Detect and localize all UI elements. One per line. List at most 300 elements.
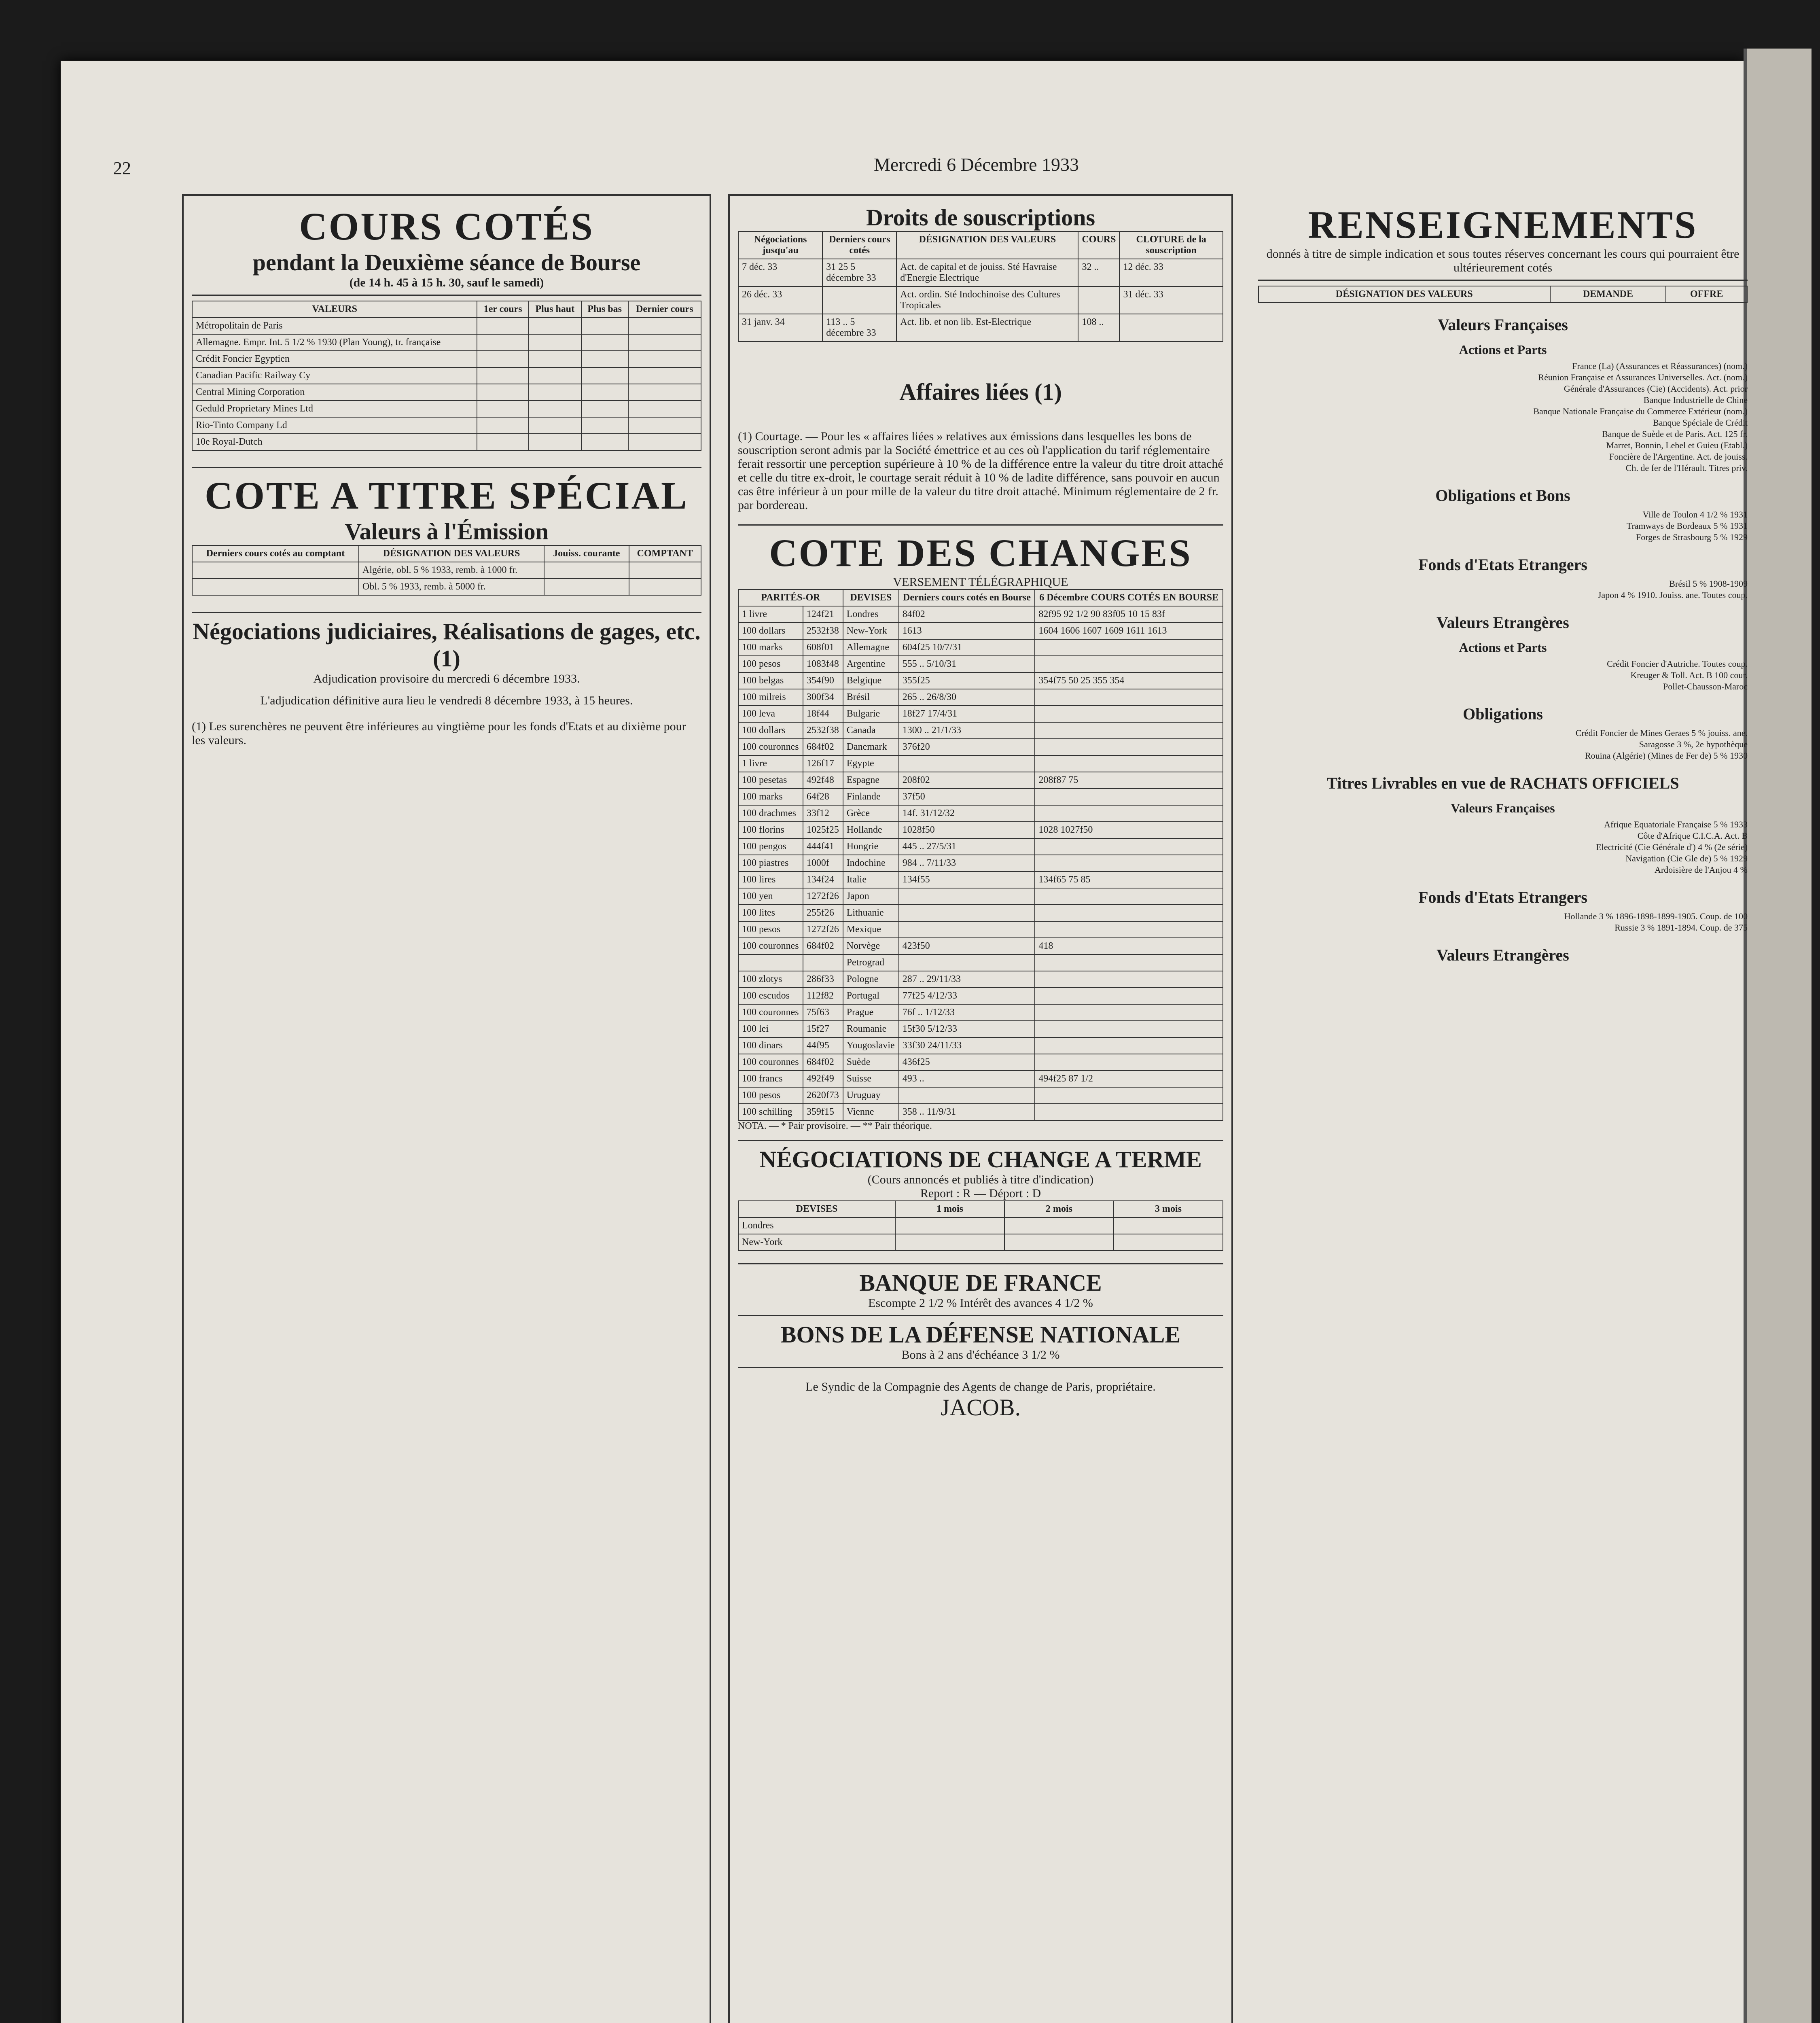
- section-title: Obligations: [1463, 705, 1543, 723]
- changes-cell: 100 pengos: [738, 838, 803, 855]
- changes-cell: Petrograd: [843, 954, 899, 971]
- changes-cell: Indochine: [843, 855, 899, 872]
- changes-row: [738, 606, 1223, 623]
- changes-cell: 684f02: [803, 1054, 843, 1071]
- changes-row: [738, 789, 1223, 805]
- changes-cell: [1035, 888, 1223, 905]
- changes-cell: 84f02: [899, 606, 1035, 623]
- section-item: Tramways de Bordeaux 5 % 1931: [1626, 521, 1748, 531]
- section-subtitle: Actions et Parts: [1459, 342, 1547, 357]
- section-title: Valeurs Françaises: [1438, 316, 1568, 334]
- changes-cell: 100 lires: [738, 872, 803, 888]
- changes-cell: 64f28: [803, 789, 843, 805]
- section-item: Marret, Bonnin, Lebel et Guieu (Etabl.): [1606, 440, 1748, 450]
- changes-cell: 100 piastres: [738, 855, 803, 872]
- changes-cell: [1035, 1104, 1223, 1120]
- section-item: Banque Nationale Française du Commerce Extérieur (nom.): [1533, 406, 1748, 416]
- col-premier: 1er cours: [477, 301, 529, 318]
- changes-cell: 100 escudos: [738, 988, 803, 1004]
- changes-cell: 100 francs: [738, 1071, 803, 1087]
- changes-row: [738, 739, 1223, 755]
- changes-cell: 444f41: [803, 838, 843, 855]
- section-item: Pollet-Chausson-Maroc: [1663, 681, 1748, 691]
- droit-cell: 12 déc. 33: [1119, 259, 1223, 286]
- changes-cell: 287 .. 29/11/33: [899, 971, 1035, 988]
- changes-cell: 15f30 5/12/33: [899, 1021, 1035, 1037]
- row-value: Allemagne. Empr. Int. 5 1/2 % 1930 (Plan Young), tr. française: [192, 334, 477, 351]
- changes-cell: 684f02: [803, 938, 843, 954]
- changes-cell: Hollande: [843, 822, 899, 838]
- changes-cell: 2532f38: [803, 623, 843, 639]
- changes-cell: [1035, 722, 1223, 739]
- changes-cell: 1272f26: [803, 888, 843, 905]
- changes-cell: 100 couronnes: [738, 1004, 803, 1021]
- changes-cell: [1035, 789, 1223, 805]
- col-cloture: CLOTURE de la souscription: [1119, 231, 1223, 259]
- droit-cell: [1078, 286, 1119, 314]
- section-list: [1258, 578, 1748, 601]
- droit-cell: 31 janv. 34: [738, 314, 822, 341]
- changes-cell: [1035, 855, 1223, 872]
- changes-cell: 1028 1027f50: [1035, 822, 1223, 838]
- changes-cell: New-York: [843, 623, 899, 639]
- row-value: Métropolitain de Paris: [192, 318, 477, 334]
- col-jouiss: Jouiss. courante: [544, 545, 629, 562]
- changes-cell: 134f24: [803, 872, 843, 888]
- changes-cell: 100 dinars: [738, 1037, 803, 1054]
- changes-cell: 100 yen: [738, 888, 803, 905]
- changes-cell: 100 marks: [738, 639, 803, 656]
- droits-title: Droits de souscriptions: [866, 204, 1095, 231]
- defense-title: BONS DE LA DÉFENSE NATIONALE: [780, 1321, 1181, 1348]
- changes-cell: 1272f26: [803, 921, 843, 938]
- changes-cell: [803, 954, 843, 971]
- droit-cell: [1119, 314, 1223, 341]
- changes-cell: Suède: [843, 1054, 899, 1071]
- changes-cell: 418: [1035, 938, 1223, 954]
- changes-cell: 126f17: [803, 755, 843, 772]
- changes-cell: Uruguay: [843, 1087, 899, 1104]
- changes-cell: 134f55: [899, 872, 1035, 888]
- section-list: [1258, 509, 1748, 543]
- section-item: Banque Spéciale de Crédit: [1653, 418, 1748, 428]
- terme-subtitle: (Cours annoncés et publiés à titre d'indication): [867, 1173, 1094, 1186]
- changes-cell: 1025f25: [803, 822, 843, 838]
- changes-row: [738, 921, 1223, 938]
- changes-cell: 1 livre: [738, 606, 803, 623]
- droit-cell: 31 25 5 décembre 33: [822, 259, 896, 286]
- banque-title: BANQUE DE FRANCE: [859, 1270, 1102, 1296]
- changes-row: [738, 672, 1223, 689]
- col-derniers: Derniers cours cotés en Bourse: [899, 590, 1035, 606]
- changes-cell: 14f. 31/12/32: [899, 805, 1035, 822]
- section-item: Réunion Française et Assurances Universelles. Act. (nom.): [1538, 372, 1748, 382]
- col-bas: Plus bas: [581, 301, 628, 318]
- issue-date: Mercredi 6 Décembre 1933: [874, 154, 1079, 175]
- changes-cell: Bulgarie: [843, 706, 899, 722]
- droit-cell: 108 ..: [1078, 314, 1119, 341]
- changes-cell: 44f95: [803, 1037, 843, 1054]
- changes-nota: NOTA. — * Pair provisoire. — ** Pair théorique.: [738, 1121, 932, 1131]
- row-value: Canadian Pacific Railway Cy: [192, 367, 477, 384]
- changes-cell: 124f21: [803, 606, 843, 623]
- section-item: Hollande 3 % 1896-1898-1899-1905. Coup. de 100: [1564, 911, 1748, 921]
- changes-cell: 1028f50: [899, 822, 1035, 838]
- changes-cell: 33f12: [803, 805, 843, 822]
- defense-text: Bons à 2 ans d'échéance 3 1/2 %: [901, 1348, 1060, 1361]
- col-comptant: COMPTANT: [629, 545, 701, 562]
- section-list: [1258, 911, 1748, 933]
- section-title: Valeurs Etrangères: [1437, 946, 1569, 964]
- col-1-mois: 1 mois: [895, 1201, 1004, 1217]
- changes-cell: [1035, 706, 1223, 722]
- changes-cell: 2620f73: [803, 1087, 843, 1104]
- changes-row: [738, 772, 1223, 789]
- changes-cell: 492f48: [803, 772, 843, 789]
- affaires-liees: Affaires liées (1): [899, 379, 1062, 405]
- changes-cell: 100 leva: [738, 706, 803, 722]
- section-item: Saragosse 3 %, 2e hypothèque: [1639, 739, 1748, 749]
- col-cours: COURS: [1078, 231, 1119, 259]
- changes-row: [738, 623, 1223, 639]
- changes-row: [738, 855, 1223, 872]
- section-item: France (La) (Assurances et Réassurances) (nom.): [1572, 361, 1748, 371]
- changes-cell: 355f25: [899, 672, 1035, 689]
- section-item: Côte d'Afrique C.I.C.A. Act. B: [1637, 831, 1748, 841]
- changes-cell: 100 marks: [738, 789, 803, 805]
- changes-row: [738, 838, 1223, 855]
- changes-cell: [899, 921, 1035, 938]
- terme-report: Report : R — Déport : D: [920, 1187, 1041, 1200]
- changes-row: [738, 755, 1223, 772]
- changes-cell: [1035, 988, 1223, 1004]
- changes-cell: 286f33: [803, 971, 843, 988]
- changes-row: [738, 822, 1223, 838]
- changes-row: [738, 1071, 1223, 1087]
- changes-row: [738, 872, 1223, 888]
- changes-cell: Danemark: [843, 739, 899, 755]
- changes-cell: 608f01: [803, 639, 843, 656]
- changes-cell: 208f87 75: [1035, 772, 1223, 789]
- section-list: [1258, 658, 1748, 692]
- droit-cell: Act. lib. et non lib. Est-Electrique: [896, 314, 1078, 341]
- changes-cell: 100 florins: [738, 822, 803, 838]
- col-devises: DEVISES: [843, 590, 899, 606]
- changes-cell: 604f25 10/7/31: [899, 639, 1035, 656]
- changes-row: [738, 954, 1223, 971]
- renseignements-title: RENSEIGNEMENTS: [1308, 203, 1698, 246]
- renseignements-header: [1258, 286, 1748, 303]
- negociations-footer: L'adjudication définitive aura lieu le vendredi 8 décembre 1933, à 15 heures.: [260, 694, 633, 707]
- changes-title: COTE DES CHANGES: [769, 531, 1192, 575]
- changes-cell: [1035, 1054, 1223, 1071]
- changes-cell: 75f63: [803, 1004, 843, 1021]
- changes-cell: 492f49: [803, 1071, 843, 1087]
- titre-row: Algérie, obl. 5 % 1933, remb. à 1000 fr.: [359, 562, 544, 579]
- changes-cell: 300f34: [803, 689, 843, 706]
- changes-cell: [738, 954, 803, 971]
- col-valeurs: VALEURS: [192, 301, 477, 318]
- negociations-note: (1) Les surenchères ne peuvent être inférieures au vingtième pour les fonds d'Etats et au dixième pour les valeurs.: [192, 720, 686, 747]
- changes-cell: [899, 954, 1035, 971]
- changes-cell: Yougoslavie: [843, 1037, 899, 1054]
- changes-cell: 1604 1606 1607 1609 1611 1613: [1035, 623, 1223, 639]
- changes-cell: [899, 905, 1035, 921]
- droit-cell: Act. ordin. Sté Indochinoise des Cultures Tropicales: [896, 286, 1078, 314]
- changes-cell: [899, 755, 1035, 772]
- changes-cell: 18f44: [803, 706, 843, 722]
- col-haut: Plus haut: [529, 301, 581, 318]
- changes-cell: [1035, 689, 1223, 706]
- changes-cell: 2532f38: [803, 722, 843, 739]
- changes-cell: [1035, 905, 1223, 921]
- changes-cell: 100 couronnes: [738, 739, 803, 755]
- changes-row: [738, 1004, 1223, 1021]
- changes-cell: 100 lites: [738, 905, 803, 921]
- changes-cell: Vienne: [843, 1104, 899, 1120]
- droit-cell: 113 .. 5 décembre 33: [822, 314, 896, 341]
- changes-cell: 82f95 92 1/2 90 83f05 10 15 83f: [1035, 606, 1223, 623]
- section-item: Japon 4 % 1910. Jouiss. ane. Toutes coup.: [1598, 590, 1748, 600]
- titre-special-table: [192, 545, 701, 596]
- changes-cell: 100 pesos: [738, 1087, 803, 1104]
- changes-cell: 100 milreis: [738, 689, 803, 706]
- changes-cell: Hongrie: [843, 838, 899, 855]
- changes-cell: 134f65 75 85: [1035, 872, 1223, 888]
- changes-cell: Prague: [843, 1004, 899, 1021]
- cours-cotes-hours: (de 14 h. 45 à 15 h. 30, sauf le samedi): [349, 276, 544, 289]
- cours-cotes-subtitle: pendant la Deuxième séance de Bourse: [252, 249, 641, 276]
- changes-row: [738, 722, 1223, 739]
- changes-cell: 984 .. 7/11/33: [899, 855, 1035, 872]
- changes-cell: 100 couronnes: [738, 1054, 803, 1071]
- changes-cell: Lithuanie: [843, 905, 899, 921]
- section-subtitle: Actions et Parts: [1459, 640, 1547, 655]
- changes-cell: Canada: [843, 722, 899, 739]
- col-designation: DÉSIGNATION DES VALEURS: [359, 545, 544, 562]
- changes-cell: Pologne: [843, 971, 899, 988]
- section-item: Brésil 5 % 1908-1909: [1669, 579, 1748, 589]
- terme-row: New-York: [738, 1234, 895, 1251]
- changes-cell: 1083f48: [803, 656, 843, 672]
- titre-special-title: COTE A TITRE SPÉCIAL: [205, 474, 689, 517]
- changes-cell: [1035, 1037, 1223, 1054]
- negociations-subtitle: Adjudication provisoire du mercredi 6 décembre 1933.: [313, 672, 580, 685]
- changes-cell: [1035, 1004, 1223, 1021]
- col-cours: 6 Décembre COURS COTÉS EN BOURSE: [1035, 590, 1223, 606]
- changes-row: [738, 1054, 1223, 1071]
- section-list: [1258, 727, 1748, 761]
- changes-cell: [1035, 954, 1223, 971]
- changes-cell: 493 ..: [899, 1071, 1035, 1087]
- section-item: Banque de Suède et de Paris. Act. 125 fr.: [1602, 429, 1748, 439]
- changes-cell: 358 .. 11/9/31: [899, 1104, 1035, 1120]
- changes-cell: [1035, 755, 1223, 772]
- col-demande: DEMANDE: [1550, 286, 1666, 303]
- changes-cell: 423f50: [899, 938, 1035, 954]
- changes-cell: 1613: [899, 623, 1035, 639]
- changes-cell: [1035, 971, 1223, 988]
- changes-cell: [899, 888, 1035, 905]
- changes-cell: 255f26: [803, 905, 843, 921]
- col-dernier-cours: Derniers cours cotés au comptant: [192, 545, 359, 562]
- col-2-mois: 2 mois: [1004, 1201, 1114, 1217]
- changes-cell: [1035, 639, 1223, 656]
- col-designation: DÉSIGNATION DES VALEURS: [1259, 286, 1550, 303]
- changes-cell: 100 pesos: [738, 921, 803, 938]
- changes-cell: 684f02: [803, 739, 843, 755]
- section-item: Ville de Toulon 4 1/2 % 1931: [1642, 509, 1748, 520]
- section-item: Navigation (Cie Gle de) 5 % 1929: [1625, 853, 1748, 863]
- changes-cell: Japon: [843, 888, 899, 905]
- section-item: Electricité (Cie Générale d') 4 % (2e série): [1596, 842, 1748, 852]
- changes-cell: Espagne: [843, 772, 899, 789]
- droit-cell: 32 ..: [1078, 259, 1119, 286]
- changes-cell: Belgique: [843, 672, 899, 689]
- section-item: Crédit Foncier de Mines Geraes 5 % jouiss. ane.: [1575, 728, 1748, 738]
- col-dernier: Dernier cours: [628, 301, 701, 318]
- changes-row: [738, 689, 1223, 706]
- column-cours-cotes: [182, 194, 711, 2023]
- section-item: Ch. de fer de l'Hérault. Titres priv.: [1625, 463, 1748, 473]
- changes-cell: 100 couronnes: [738, 938, 803, 954]
- column-renseignements: [1250, 194, 1756, 2023]
- section-list: [1258, 360, 1748, 474]
- changes-cell: Italie: [843, 872, 899, 888]
- changes-row: [738, 706, 1223, 722]
- page-number: 22: [113, 158, 131, 178]
- changes-cell: Allemagne: [843, 639, 899, 656]
- banque-text: Escompte 2 1/2 % Intérêt des avances 4 1/2 %: [868, 1296, 1093, 1310]
- section-title: Fonds d'Etats Etrangers: [1418, 556, 1587, 574]
- changes-cell: [899, 1087, 1035, 1104]
- section-item: Ardoisière de l'Anjou 4 %: [1654, 865, 1748, 875]
- changes-cell: 77f25 4/12/33: [899, 988, 1035, 1004]
- changes-table: [738, 589, 1223, 1121]
- changes-cell: 112f82: [803, 988, 843, 1004]
- terme-row: Londres: [738, 1217, 895, 1234]
- changes-cell: 1300 .. 21/1/33: [899, 722, 1035, 739]
- changes-cell: 208f02: [899, 772, 1035, 789]
- changes-cell: Roumanie: [843, 1021, 899, 1037]
- droit-cell: Act. de capital et de jouiss. Sté Havraise d'Energie Electrique: [896, 259, 1078, 286]
- changes-cell: Portugal: [843, 988, 899, 1004]
- cours-cotes-table: [192, 301, 701, 451]
- changes-cell: 494f25 87 1/2: [1035, 1071, 1223, 1087]
- changes-row: [738, 656, 1223, 672]
- negociations-title: Négociations judiciaires, Réalisations de gages, etc. (1): [193, 618, 701, 672]
- changes-cell: 445 .. 27/5/31: [899, 838, 1035, 855]
- section-item: Forges de Strasbourg 5 % 1929: [1636, 532, 1748, 542]
- renseignements-sections: [1258, 315, 1748, 965]
- changes-cell: 376f20: [899, 739, 1035, 755]
- changes-cell: Mexique: [843, 921, 899, 938]
- col-3-mois: 3 mois: [1114, 1201, 1223, 1217]
- changes-cell: 354f75 50 25 355 354: [1035, 672, 1223, 689]
- changes-cell: 555 .. 5/10/31: [899, 656, 1035, 672]
- changes-cell: [1035, 739, 1223, 755]
- renseignements-subtitle: donnés à titre de simple indication et sous toutes réserves concernant les cours qui pourraient être ultérieurement cotés: [1266, 247, 1739, 274]
- section-item: Rouina (Algérie) (Mines de Fer de) 5 % 1930: [1585, 751, 1748, 761]
- changes-cell: Egypte: [843, 755, 899, 772]
- changes-cell: Argentine: [843, 656, 899, 672]
- section-item: Crédit Foncier d'Autriche. Toutes coup.: [1607, 659, 1748, 669]
- titre-special-subtitle: Valeurs à l'Émission: [345, 518, 549, 545]
- row-value: Central Mining Corporation: [192, 384, 477, 401]
- changes-cell: 76f .. 1/12/33: [899, 1004, 1035, 1021]
- droit-cell: 31 déc. 33: [1119, 286, 1223, 314]
- section-item: Banque Industrielle de Chine: [1643, 395, 1748, 405]
- changes-cell: [1035, 656, 1223, 672]
- changes-cell: Suisse: [843, 1071, 899, 1087]
- section-item: Foncière de l'Argentine. Act. de jouiss.: [1609, 452, 1748, 462]
- changes-cell: Londres: [843, 606, 899, 623]
- droit-cell: 7 déc. 33: [738, 259, 822, 286]
- changes-cell: 359f15: [803, 1104, 843, 1120]
- changes-cell: [1035, 1087, 1223, 1104]
- row-value: Crédit Foncier Egyptien: [192, 351, 477, 367]
- changes-cell: 100 lei: [738, 1021, 803, 1037]
- changes-row: [738, 988, 1223, 1004]
- col-devises: DEVISES: [738, 1201, 895, 1217]
- changes-row: [738, 905, 1223, 921]
- changes-row: [738, 1104, 1223, 1120]
- changes-cell: 100 drachmes: [738, 805, 803, 822]
- cours-cotes-title: COURS COTÉS: [299, 205, 594, 248]
- droit-cell: 26 déc. 33: [738, 286, 822, 314]
- changes-cell: [1035, 838, 1223, 855]
- syndic-text: Le Syndic de la Compagnie des Agents de change de Paris, propriétaire.: [805, 1380, 1156, 1393]
- changes-cell: Norvège: [843, 938, 899, 954]
- changes-row: [738, 1021, 1223, 1037]
- changes-cell: 100 dollars: [738, 623, 803, 639]
- changes-cell: 33f30 24/11/33: [899, 1037, 1035, 1054]
- col-negociations: Négociations jusqu'au: [738, 231, 822, 259]
- changes-cell: 436f25: [899, 1054, 1035, 1071]
- changes-cell: 100 zlotys: [738, 971, 803, 988]
- terme-title: NÉGOCIATIONS DE CHANGE A TERME: [759, 1146, 1202, 1173]
- changes-cell: 354f90: [803, 672, 843, 689]
- col-offre: OFFRE: [1666, 286, 1747, 303]
- section-subtitle: Valeurs Françaises: [1451, 801, 1555, 815]
- section-title: Fonds d'Etats Etrangers: [1418, 888, 1587, 906]
- changes-row: [738, 938, 1223, 954]
- changes-row: [738, 1087, 1223, 1104]
- section-item: Afrique Equatoriale Française 5 % 1933: [1604, 819, 1748, 829]
- section-item: Kreuger & Toll. Act. B 100 cour.: [1630, 670, 1748, 680]
- changes-cell: [1035, 805, 1223, 822]
- changes-row: [738, 971, 1223, 988]
- changes-row: [738, 1037, 1223, 1054]
- column-droits-changes: [728, 194, 1233, 2023]
- changes-cell: 100 belgas: [738, 672, 803, 689]
- changes-subtitle: VERSEMENT TÉLÉGRAPHIQUE: [893, 575, 1068, 589]
- terme-table: [738, 1200, 1223, 1251]
- droits-table: [738, 231, 1223, 342]
- col-designation: DÉSIGNATION DES VALEURS: [896, 231, 1078, 259]
- changes-cell: [1035, 1021, 1223, 1037]
- changes-cell: Finlande: [843, 789, 899, 805]
- changes-cell: 100 pesetas: [738, 772, 803, 789]
- col-parites: PARITÉS-OR: [738, 590, 843, 606]
- titre-row: Obl. 5 % 1933, remb. à 5000 fr.: [359, 579, 544, 595]
- row-value: Rio-Tinto Company Ld: [192, 417, 477, 434]
- changes-cell: 100 schilling: [738, 1104, 803, 1120]
- changes-row: [738, 639, 1223, 656]
- syndic-name: JACOB.: [940, 1394, 1021, 1421]
- col-derniers: Derniers cours cotés: [822, 231, 896, 259]
- courtage-note: (1) Courtage. — Pour les « affaires liées » relatives aux émissions dans lesquelles les bons de souscription seront admis par la Société émettrice et au ces où l'application du tarif réglementaire ferait ressortir une perception supérieure à 10 % de la différence entre la valeur du titre droit attaché et celle du titre ex-droit, le courtage serait réduit à 10 % de ladite différence, sans pouvoir en aucun cas être inférieur à un pour mille de la valeur du titre droit attaché. Minimum réglementaire de 2 fr. par bordereau.: [738, 430, 1223, 512]
